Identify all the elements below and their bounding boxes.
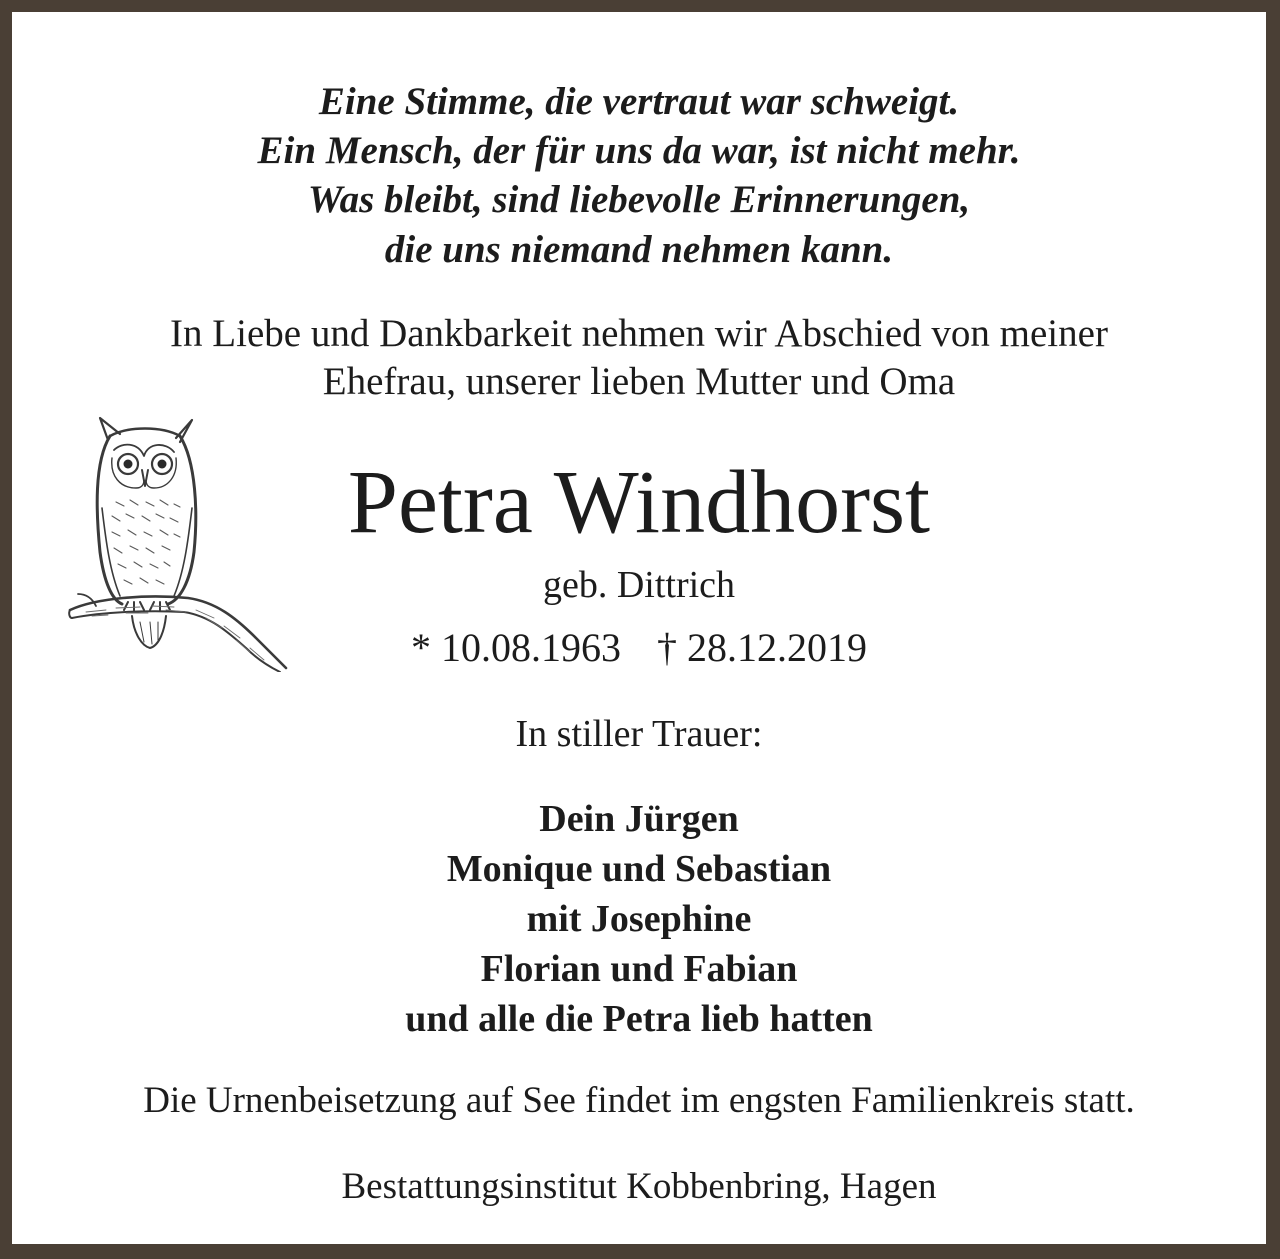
mourning-heading: In stiller Trauer: <box>515 713 763 755</box>
death-date: † 28.12.2019 <box>657 625 867 670</box>
verse-line-3: Was bleibt, sind liebevolle Erinnerungen, <box>307 178 971 221</box>
mourner-line-5: und alle die Petra lieb hatten <box>405 998 873 1040</box>
burial-note: Die Urnenbeisetzung auf See findet im engsten Familienkreis statt. <box>143 1080 1135 1121</box>
verse-line-1: Eine Stimme, die vertraut war schweigt. <box>318 80 960 123</box>
birth-date: * 10.08.1963 <box>411 625 621 670</box>
deceased-name: Petra Windhorst <box>347 453 931 552</box>
obituary-notice <box>12 12 1266 1244</box>
verse-line-2: Ein Mensch, der für uns da war, ist nicht mehr. <box>257 129 1021 172</box>
birth-name: geb. Dittrich <box>542 564 736 606</box>
mourner-line-3: mit Josephine <box>526 898 752 940</box>
intro-line-2: Ehefrau, unserer lieben Mutter und Oma <box>322 360 956 403</box>
verse-line-4: die uns niemand nehmen kann. <box>384 228 894 271</box>
intro-line-1: In Liebe und Dankbarkeit nehmen wir Abschied von meiner <box>170 312 1108 355</box>
mourner-line-1: Dein Jürgen <box>539 798 739 840</box>
undertaker: Bestattungsinstitut Kobbenbring, Hagen <box>341 1166 937 1207</box>
life-dates <box>12 625 1266 670</box>
mourner-line-4: Florian und Fabian <box>480 948 798 990</box>
mourner-line-2: Monique und Sebastian <box>446 848 832 890</box>
